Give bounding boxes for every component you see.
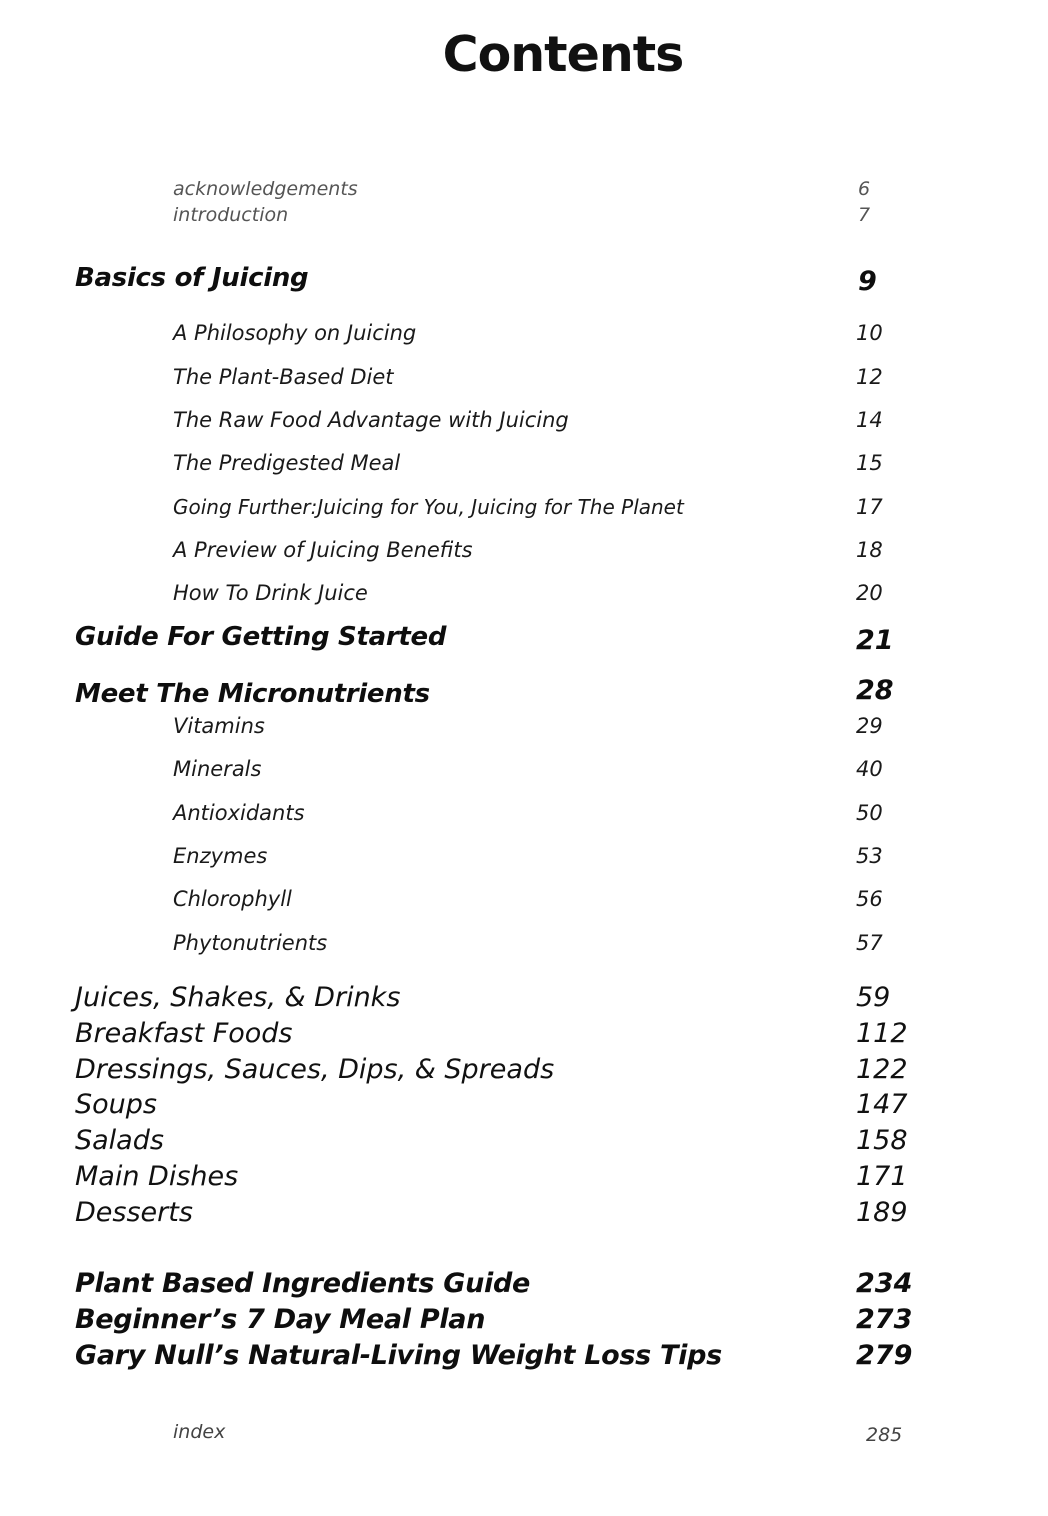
toc-page-number: 122 [856,1054,908,1085]
toc-page-number: 10 [856,321,883,345]
toc-entry[interactable]: How To Drink Juice [173,581,368,605]
toc-page-number: 279 [856,1340,913,1371]
toc-page-number: 28 [856,675,894,706]
toc-page-number: 112 [856,1018,908,1049]
toc-section-guides[interactable]: Beginner’s 7 Day Meal Plan [75,1304,486,1335]
toc-page-number: 15 [856,451,883,475]
toc-section-guides[interactable]: Gary Null’s Natural-Living Weight Loss Tips [75,1340,722,1371]
toc-page-number: 18 [856,538,883,562]
page-title: Contents [442,26,684,83]
toc-section-basics-of-juicing[interactable]: Basics of Juicing [75,263,309,293]
toc-page-number: 29 [856,714,883,738]
toc-entry[interactable]: The Predigested Meal [173,451,401,475]
toc-page-number: 7 [858,204,871,226]
toc-page-number: 40 [856,757,883,781]
toc-section-micronutrients[interactable]: Meet The Micronutrients [75,679,430,709]
toc-page-number: 6 [858,178,871,200]
toc-page-number: 20 [856,581,883,605]
toc-entry-introduction[interactable]: introduction [173,204,289,226]
toc-entry[interactable]: A Preview of Juicing Benefits [173,538,473,562]
toc-entry[interactable]: Antioxidants [173,801,305,825]
toc-page-number: 21 [856,625,894,656]
toc-entry[interactable]: Enzymes [173,844,268,868]
toc-entry[interactable]: The Plant-Based Diet [173,365,394,389]
toc-page-number: 12 [856,365,883,389]
toc-page-number: 285 [866,1424,903,1446]
toc-section-recipes[interactable]: Desserts [75,1197,193,1228]
toc-section-recipes[interactable]: Breakfast Foods [75,1018,293,1049]
toc-entry[interactable]: Going Further:Juicing for You, Juicing for The Planet [173,495,684,519]
toc-entry[interactable]: Phytonutrients [173,931,328,955]
toc-page-number: 17 [856,495,883,519]
toc-page-number: 234 [856,1268,913,1299]
toc-page-number: 59 [856,982,891,1013]
toc-section-getting-started[interactable]: Guide For Getting Started [75,622,447,652]
toc-entry[interactable]: Chlorophyll [173,887,292,911]
toc-section-recipes[interactable]: Juices, Shakes, & Drinks [75,982,401,1013]
toc-page-number: 147 [856,1089,908,1120]
toc-page-number: 14 [856,408,883,432]
toc-entry-index[interactable]: index [173,1421,226,1443]
toc-entry-acknowledgements[interactable]: acknowledgements [173,178,358,200]
toc-entry[interactable]: Minerals [173,757,262,781]
toc-entry[interactable]: A Philosophy on Juicing [173,321,417,345]
toc-page-number: 57 [856,931,883,955]
toc-page-number: 9 [858,266,877,297]
toc-section-recipes[interactable]: Soups [75,1089,157,1120]
toc-section-recipes[interactable]: Main Dishes [75,1161,239,1192]
toc-page-number: 273 [856,1304,913,1335]
toc-page-number: 56 [856,887,883,911]
toc-section-guides[interactable]: Plant Based Ingredients Guide [75,1268,530,1299]
toc-section-recipes[interactable]: Salads [75,1125,164,1156]
toc-entry[interactable]: Vitamins [173,714,265,738]
toc-entry[interactable]: The Raw Food Advantage with Juicing [173,408,569,432]
toc-section-recipes[interactable]: Dressings, Sauces, Dips, & Spreads [75,1054,555,1085]
toc-page-number: 53 [856,844,883,868]
toc-page-number: 158 [856,1125,908,1156]
toc-page-number: 171 [856,1161,908,1192]
toc-page-number: 189 [856,1197,908,1228]
toc-page-number: 50 [856,801,883,825]
